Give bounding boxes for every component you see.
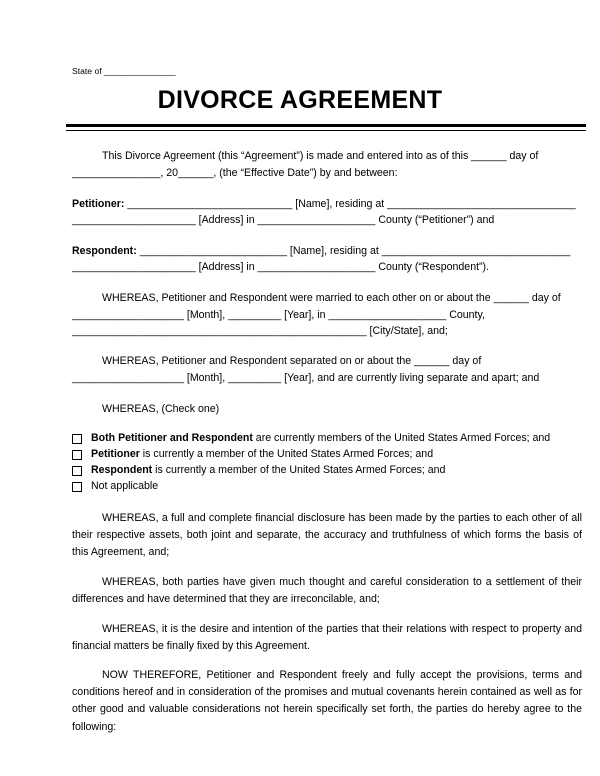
state-line: State of _______________ <box>72 66 176 76</box>
title-rule-thin <box>66 130 586 131</box>
whereas-married-line-2: ___________________ [Month], _________ [Year], in ____________________ County, <box>72 309 485 321</box>
whereas-disclosure: WHEREAS, a full and complete financial disclosure has been made by the parties to each other of all their respective assets, both joint and separate, the accuracy and truthfulness of which forms the basis of this Agreement, and; <box>72 512 582 559</box>
whereas-consideration: WHEREAS, both parties have given much thought and careful consideration to a settlement of their differences and have determined that they are irreconcilable, and; <box>72 576 582 606</box>
intro-line-1: This Divorce Agreement (this “Agreement”) is made and entered into as of this ______ day of <box>102 150 539 162</box>
checkbox-respondent[interactable] <box>72 466 82 476</box>
intro-line-2: _______________, 20______, (the “Effective Date”) by and between: <box>72 167 398 179</box>
checkbox-both[interactable] <box>72 434 82 444</box>
petitioner-label: Petitioner: <box>72 198 125 210</box>
petitioner-name-address: ____________________________ [Name], residing at ________________________________ <box>124 198 576 210</box>
title-rule-thick <box>66 124 586 127</box>
now-therefore: NOW THEREFORE, Petitioner and Respondent freely and fully accept the provisions, terms and conditions hereof and in consideration of the promises and mutual covenants herein contained as well as for other good and valuable considerations not herein specifically set forth, the parties do hereby agree to the following: <box>72 669 582 733</box>
option-respondent: Respondent is currently a member of the United States Armed Forces; and <box>91 464 446 476</box>
respondent-line-1 <box>72 245 570 258</box>
respondent-line-2: _____________________ [Address] in ____________________ County (“Respondent”). <box>72 261 490 273</box>
checkbox-petitioner[interactable] <box>72 450 82 460</box>
whereas-desire: WHEREAS, it is the desire and intention of the parties that their relations with respect to property and financial matters be finally fixed by this Agreement. <box>72 623 582 653</box>
whereas-married-line-3: __________________________________________________ [City/State], and; <box>72 325 448 337</box>
whereas-separated-line-2: ___________________ [Month], _________ [Year], and are currently living separate and apart; and <box>72 372 540 384</box>
option-petitioner: Petitioner is currently a member of the United States Armed Forces; and <box>91 448 434 460</box>
document-title: DIVORCE AGREEMENT <box>157 86 443 114</box>
petitioner-line-1 <box>72 198 576 211</box>
whereas-check-one: WHEREAS, (Check one) <box>102 403 220 415</box>
respondent-label: Respondent: <box>72 245 137 257</box>
option-not-applicable: Not applicable <box>91 480 159 492</box>
respondent-name-address: _________________________ [Name], residing at ________________________________ <box>136 245 571 257</box>
option-both: Both Petitioner and Respondent are currently members of the United States Armed Forces; and <box>91 432 551 444</box>
whereas-married-line-1: WHEREAS, Petitioner and Respondent were married to each other on or about the ______ day of <box>102 292 561 304</box>
checkbox-not-applicable[interactable] <box>72 482 82 492</box>
petitioner-line-2: _____________________ [Address] in ____________________ County (“Petitioner”) and <box>72 214 495 226</box>
whereas-separated-line-1: WHEREAS, Petitioner and Respondent separated on or about the ______ day of <box>102 355 482 367</box>
